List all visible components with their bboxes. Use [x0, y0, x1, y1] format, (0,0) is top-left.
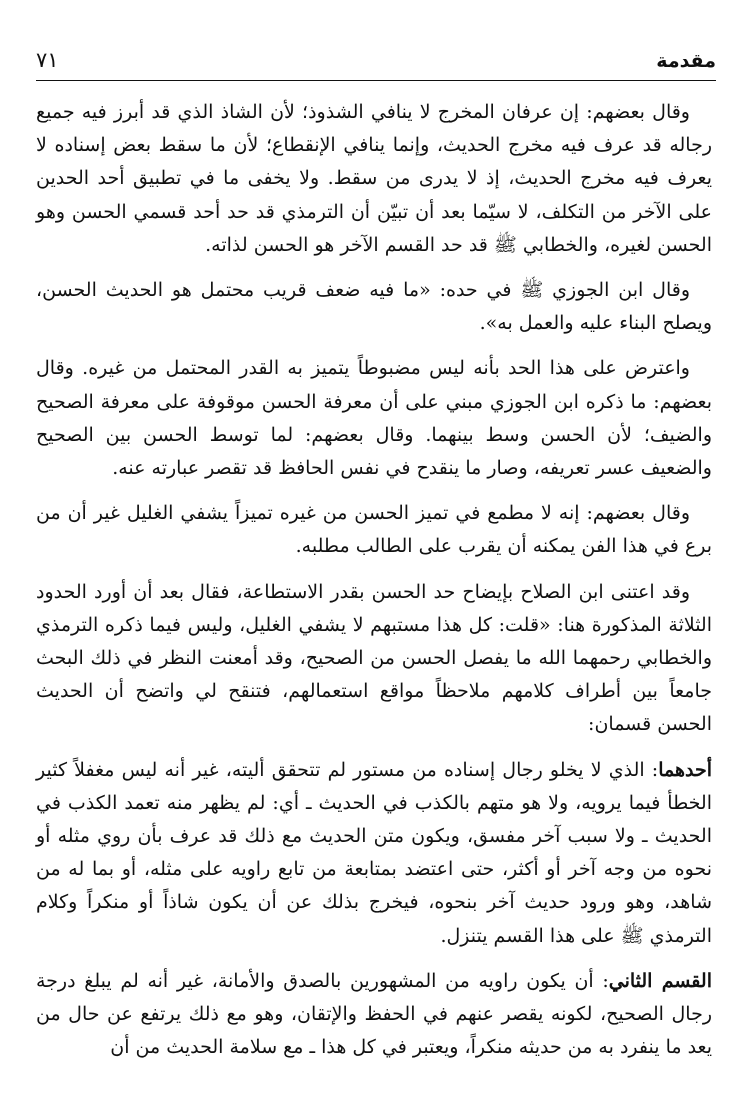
page-header	[36, 44, 716, 81]
page-number: ٧١	[36, 48, 59, 72]
paragraph: وقال بعضهم: إن عرفان المخرج لا ينافي الشذوذ؛ لأن الشاذ الذي قد أبرز فيه جميع رجاله قد عرف فيه مخرج الحديث، وإنما ينافي الإنقطاع؛ لأن ما سقط بعض إسناده لا يعرف فيه مخرج الحديث، إذ لا يدرى من سقط. ولا يخفى ما في تطبيق أحد الحدين على الآخر من التكلف، لا سيّما بعد أن تبيّن أن الترمذي قد حد أحد قسمي الحسن وهو الحسن لغيره، والخطابي ﷺ قد حد القسم الآخر هو الحسن لذاته.	[36, 101, 713, 256]
section-text: : الذي لا يخلو رجال إسناده من مستور لم تتحقق أليته، غير أنه ليس مغفلاً كثير الخطأ فيما يرويه، ولا هو متهم بالكذب في الحديث ـ أي: لم يظهر منه تعمد الكذب في الحديث ـ ولا سبب آخر مفسق، ويكون متن الحديث مع ذلك قد عرف بأن روي مثله أو نحوه من وجه آخر أو أكثر، حتى اعتضد بمتابعة من تابع راويه على مثله، أو بما له من شاهد، وهو ورود حديث آخر بنحوه، فيخرج بذلك عن أن يكون شاذاً أو منكراً وكلام الترمذي ﷺ على هذا القسم يتنزل.	[36, 758, 712, 947]
paragraph: واعترض على هذا الحد بأنه ليس مضبوطاً يتميز به القدر المحتمل من غيره. وقال بعضهم: ما ذكره ابن الجوزي مبني على أن معرفة الحسن موقوفة على معرفة الصحيح والضيف؛ لأن الحسن وسط بينهما. وقال بعضهم: لما توسط الحسن بين الصحيح والضعيف عسر تعريفه، وصار ما ينقدح في نفس الحافظ قد تقصر عبارته عنه.	[36, 357, 712, 480]
section-lead: أحدهما	[658, 758, 712, 781]
paragraph: وقد اعتنى ابن الصلاح بإيضاح حد الحسن بقدر الاستطاعة، فقال بعد أن أورد الحدود الثلاثة المذكورة هنا: «قلت: كل هذا مستبهم لا يشفي الغليل، وليس فيما ذكره الترمذي والخطابي رحمهما الله ما يفصل الحسن من الصحيح، وقد أمعنت النظر في ذلك البحث جامعاً بين أطراف كلامهم ملاحظاً مواقع استعمالهم، فتنقح لي واتضح أن الحديث الحسن قسمان:	[36, 580, 712, 736]
paragraph: وقال ابن الجوزي ﷺ في حده: «ما فيه ضعف قريب محتمل هو الحديث الحسن، ويصلح البناء عليه والعمل به».	[36, 279, 712, 335]
body-text	[36, 96, 712, 1076]
chapter-title: مقدمة	[656, 50, 716, 72]
paragraph: وقال بعضهم: إنه لا مطمع في تميز الحسن من غيره تميزاً يشفي الغليل غير أن من برع في هذا الفن يمكنه أن يقرب على الطالب مطلبه.	[36, 502, 712, 558]
section-lead: القسم الثاني	[608, 969, 712, 992]
section-text: : أن يكون راويه من المشهورين بالصدق والأمانة، غير أنه لم يبلغ درجة رجال الصحيح، لكونه يقصر عنهم في الحفظ والإتقان، وهو مع ذلك يرتفع عن حال من يعد ما ينفرد به من حديثه منكراً، ويعتبر في كل هذا ـ مع سلامة الحديث من أن	[36, 969, 712, 1059]
section-paragraph	[36, 754, 712, 953]
section-paragraph	[36, 965, 712, 1065]
